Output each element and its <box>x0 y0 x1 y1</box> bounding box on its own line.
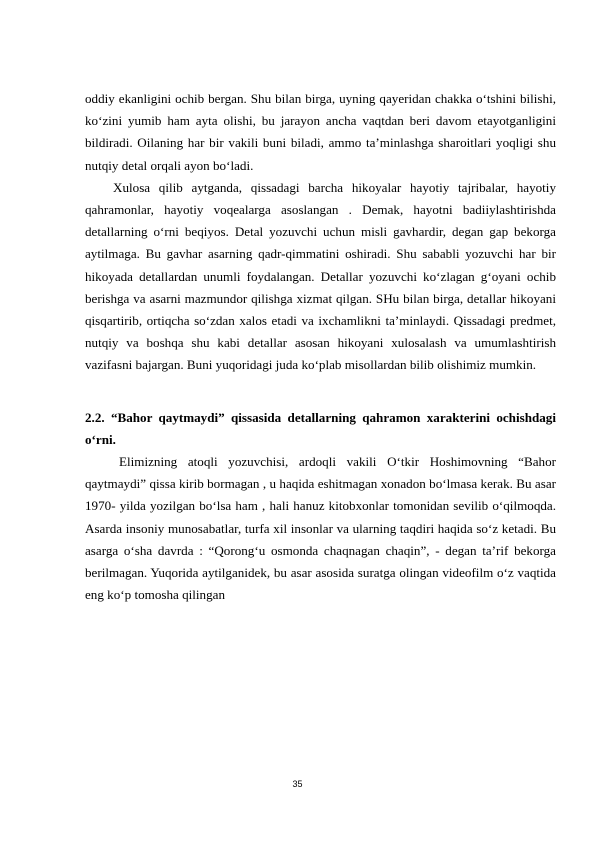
paragraph-conclusion: Xulosa qilib aytganda, qissadagi barcha hikoyalar hayotiy tajribalar, hayotiy qahramonlar, hayotiy voqealarga asoslangan . Demak, hayotni badiiylashtirishda detallarning o‘rni beqiyos. Detal yozuvchi uchun misli gavhardir, degan gap bekorga aytilmaga. Bu gavhar asarning qadr-qimmatini oshiradi. Shu sababli yozuvchi har bir hikoyada detallardan unumli foydalangan. Detallar yozuvchi ko‘zlagan g‘oyani ochib berishga va asarni mazmundor qilishga xizmat qilgan. SHu bilan birga, detallar hikoyani qisqartirib, ortiqcha so‘zdan xalos etadi va ixchamlikni ta’minlaydi. Qissadagi predmet, nutqiy va boshqa shu kabi detallar asosan hikoyani xulosalash va umumlashtirish vazifasni bajargan. Buni yuqoridagi juda ko‘plab misollardan bilib olishimiz mumkin. <box>85 179 556 373</box>
page-number: 35 <box>292 779 303 789</box>
page-body <box>85 88 556 606</box>
paragraph-continuation: oddiy ekanligini ochib bergan. Shu bilan birga, uyning qayeridan chakka o‘tshini bilishi, ko‘zini yumib ham ayta olishi, bu jarayon ancha vaqtdan beri davom etayotganligini bildiradi. Oilaning har bir vakili buni biladi, ammo ta’minlashga sharoitlari yoqligi shu nutqiy detal orqali ayon bo‘ladi. <box>85 91 556 173</box>
section-heading: 2.2. “Bahor qaytmaydi” qissasida detallarning qahramon xarakterini ochishdagi o‘rni. <box>85 409 556 447</box>
paragraph-section-intro: Elimizning atoqli yozuvchisi, ardoqli vakili O‘tkir Hoshimovning “Bahor qaytmaydi” qissa kirib bormagan , u haqida eshitmagan xonadon bo‘lmasa kerak. Bu asar 1970- yilda yozilgan bo‘lsa ham , hali hanuz kitobxonlar tomonidan sevilib o‘qilmoqda. Asarda insoniy munosabatlar, turfa xil insonlar va ularning taqdiri haqida so‘z ketadi. Bu asarga o‘sha davrda : “Qorong‘u osmonda chaqnagan chaqin”, - degan ta’rif bekorga berilmagan. Yuqorida aytilganidek, bu asar asosida suratga olingan videofilm o‘z vaqtida eng ko‘p tomosha qilingan <box>85 454 556 603</box>
